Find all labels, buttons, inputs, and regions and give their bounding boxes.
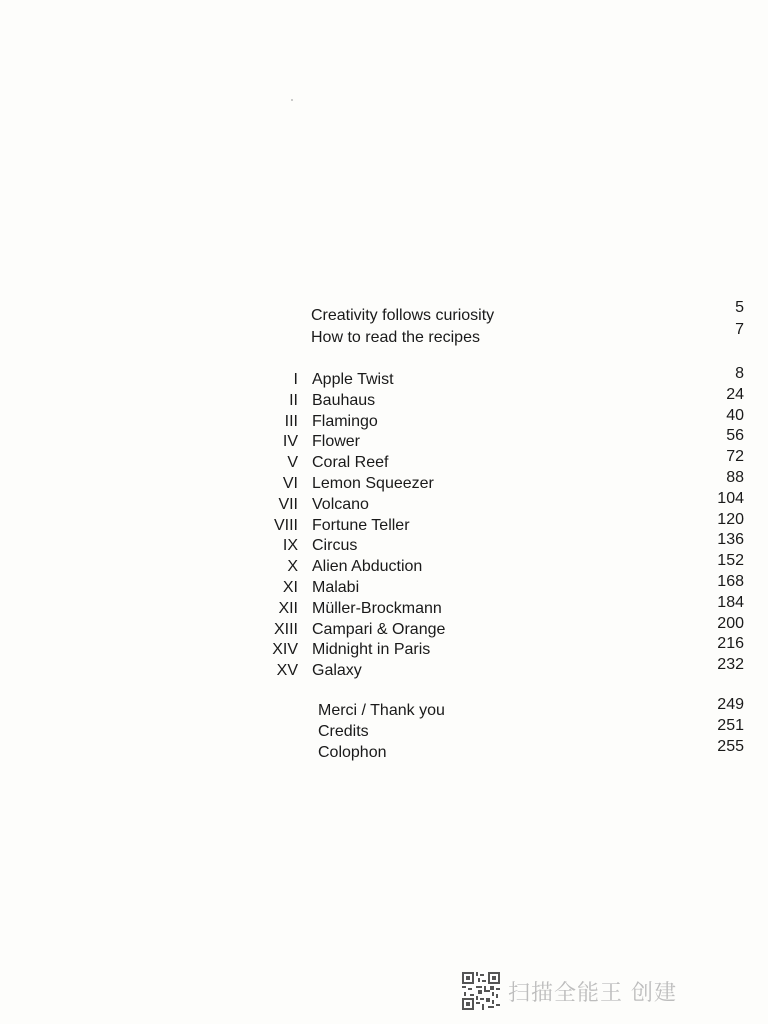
toc-row[interactable] xyxy=(0,299,768,329)
chapter-numeral: X xyxy=(287,558,298,576)
qr-code-icon xyxy=(462,972,500,1010)
toc-title: Bauhaus xyxy=(312,391,376,409)
scanner-watermark xyxy=(462,972,677,1010)
toc-page-number: 104 xyxy=(717,489,744,507)
toc-page-number: 251 xyxy=(717,716,744,734)
toc-page-number: 40 xyxy=(726,406,744,424)
scan-speck xyxy=(291,99,293,101)
toc-title: Colophon xyxy=(318,743,387,761)
toc-page-number: 200 xyxy=(717,614,744,632)
toc-page-number: 72 xyxy=(726,448,744,466)
toc-page-number: 152 xyxy=(717,552,744,570)
toc-back-matter xyxy=(0,696,768,764)
toc-row[interactable] xyxy=(0,385,768,413)
toc-title: Merci / Thank you xyxy=(318,702,445,719)
toc-page-number: 24 xyxy=(726,385,744,403)
toc-page-number: 216 xyxy=(717,635,744,653)
toc-title: Lemon Squeezer xyxy=(312,474,434,492)
toc-row[interactable] xyxy=(0,406,768,434)
toc-row[interactable] xyxy=(0,489,768,517)
toc-page-number: 184 xyxy=(717,593,744,611)
toc-row[interactable] xyxy=(0,656,768,683)
chapter-numeral: II xyxy=(289,391,298,409)
toc-title: Flamingo xyxy=(312,412,378,430)
toc-title: Müller-Brockmann xyxy=(312,599,442,617)
toc-intro xyxy=(0,299,768,351)
toc-title: Creativity follows curiosity xyxy=(311,307,495,324)
toc-title: Alien Abduction xyxy=(312,558,423,576)
toc-row[interactable] xyxy=(0,593,768,621)
chapter-numeral: V xyxy=(287,454,298,472)
toc-title: Galaxy xyxy=(312,662,362,680)
toc-title: Campari & Orange xyxy=(312,620,446,638)
toc-row[interactable] xyxy=(0,552,768,579)
toc-row[interactable] xyxy=(0,614,768,642)
toc-row[interactable] xyxy=(0,365,768,392)
chapter-numeral: I xyxy=(293,371,298,388)
chapter-numeral: XV xyxy=(276,662,298,680)
toc-page-number: 5 xyxy=(735,299,744,316)
toc-title: Midnight in Paris xyxy=(312,641,431,659)
chapter-numeral: VIII xyxy=(273,516,298,534)
toc-row[interactable] xyxy=(0,531,768,558)
toc-row[interactable] xyxy=(0,696,768,723)
toc-row[interactable] xyxy=(0,737,768,765)
toc-title: Volcano xyxy=(312,495,369,513)
chapter-numeral: XIII xyxy=(273,620,298,638)
toc-title: Credits xyxy=(318,722,369,740)
toc-title: Fortune Teller xyxy=(312,516,410,534)
toc-title: Coral Reef xyxy=(312,454,389,472)
toc-page-number: 7 xyxy=(735,321,744,338)
toc-page-number: 255 xyxy=(717,737,744,755)
chapter-numeral: IX xyxy=(282,537,298,555)
toc-page-number: 8 xyxy=(735,365,744,382)
toc-page-number: 88 xyxy=(726,468,744,486)
toc-title: Malabi xyxy=(312,578,360,596)
toc-row[interactable] xyxy=(0,321,768,351)
chapter-numeral: IV xyxy=(282,433,298,451)
toc-row[interactable] xyxy=(0,468,768,496)
chapter-numeral: XIV xyxy=(272,641,298,659)
toc-row[interactable] xyxy=(0,572,768,600)
toc-chapters xyxy=(0,365,768,683)
toc-row[interactable] xyxy=(0,635,768,662)
toc-title: Flower xyxy=(312,433,361,451)
chapter-numeral: XI xyxy=(282,578,298,596)
chapter-numeral: III xyxy=(284,412,298,430)
watermark-text: 扫描全能王 创建 xyxy=(508,980,677,1006)
toc-title: Circus xyxy=(312,537,358,555)
toc-row[interactable] xyxy=(0,427,768,454)
toc-row[interactable] xyxy=(0,448,768,475)
toc-page-number: 136 xyxy=(717,531,744,549)
toc-row[interactable] xyxy=(0,716,768,744)
toc-page-number: 232 xyxy=(717,656,744,674)
chapter-numeral: VII xyxy=(278,495,298,513)
toc-title: How to read the recipes xyxy=(311,329,480,346)
chapter-numeral: VI xyxy=(282,474,298,492)
toc-page-number: 56 xyxy=(726,427,744,445)
toc-page-number: 249 xyxy=(717,696,744,713)
toc-page-number: 120 xyxy=(717,510,744,528)
toc-row[interactable] xyxy=(0,510,768,538)
toc-title: Apple Twist xyxy=(312,371,394,388)
chapter-numeral: XII xyxy=(278,599,298,617)
toc-page-number: 168 xyxy=(717,572,744,590)
